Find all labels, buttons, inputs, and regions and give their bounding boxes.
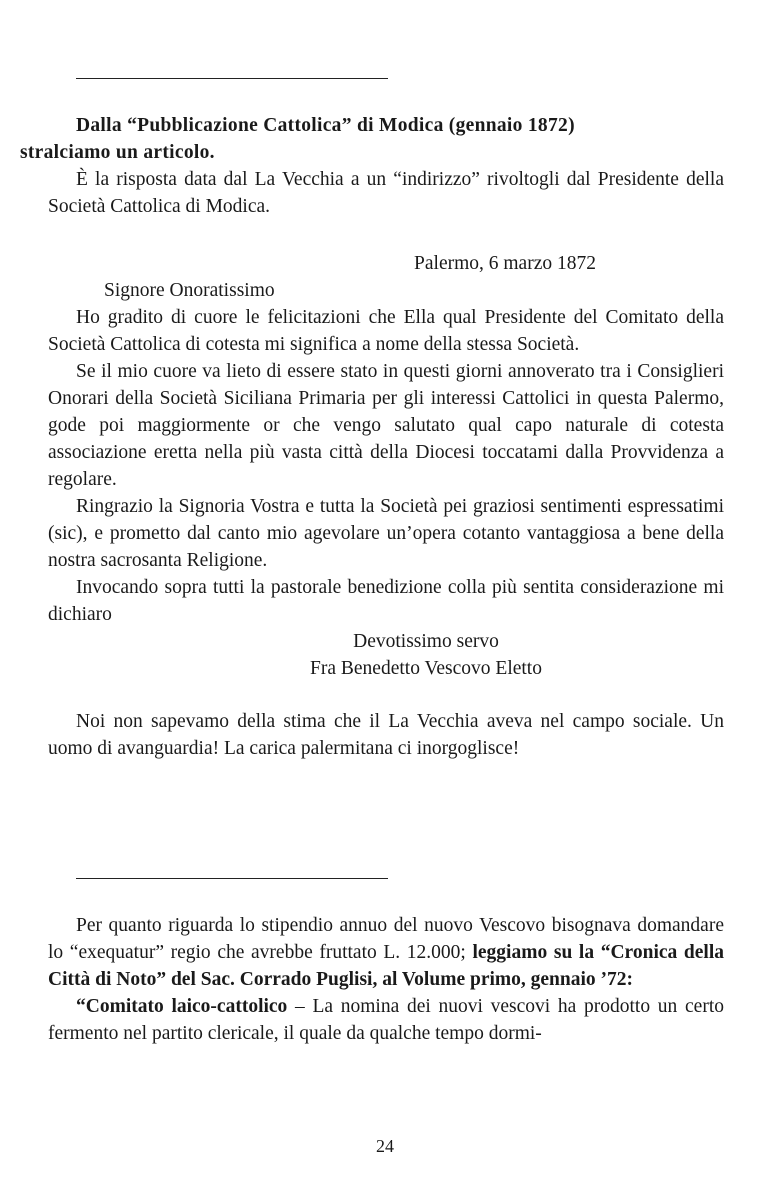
section2-paragraph-2-text: – La nomina dei nuovi vescovi ha prodotto un certo fermento nel partito clericale, il quale da qualche tempo dormi- [48, 996, 724, 1044]
letter-date: Palermo, 6 marzo 1872 [414, 253, 596, 274]
middle-divider [76, 878, 388, 879]
section2-paragraph-2-bold: “Comitato laico-cattolico [76, 996, 288, 1017]
letter-signature: Fra Benedetto Vescovo Eletto [310, 658, 542, 679]
letter-paragraph: Se il mio cuore va lieto di essere stato in questi giorni annoverato tra i Consiglieri Onorari della Società Siciliana Primaria per gli interessi Cattolici in questa Palermo, gode poi maggiormente or che vengo salutato qual capo naturale di cotesta associazione eretta nella più vasta città della Diocesi toccatami dalla Provvidenza a regolare. [48, 361, 724, 490]
section-heading [20, 112, 724, 166]
section2-paragraph-1-bold: leggiamo su la “Cronica della Città di Noto” del Sac. Corrado Puglisi, al Volume primo, gennaio ’72: [48, 942, 724, 990]
letter-paragraph: Ringrazio la Signoria Vostra e tutta la Società pei graziosi sentimenti espressatimi (sic), e prometto dal canto mio agevolare un’opera cotanto vantaggiosa a bene della nostra sacrosanta Religione. [48, 496, 724, 571]
section2-paragraph-1 [48, 912, 724, 993]
section2-paragraph-2 [48, 993, 724, 1047]
letter-paragraph: Ho gradito di cuore le felicitazioni che Ella qual Presidente del Comitato della Società Cattolica di cotesta mi significa a nome della stessa Società. [48, 307, 724, 355]
letter-paragraph: Invocando sopra tutti la pastorale benedizione colla più sentita considerazione mi dichiaro [48, 577, 724, 625]
article-section-2 [48, 912, 724, 1047]
author-comment: Noi non sapevamo della stima che il La Vecchia aveva nel campo sociale. Un uomo di avanguardia! La carica palermitana ci inorgoglisce! [48, 711, 724, 759]
top-divider [76, 78, 388, 79]
letter-salutation: Signore Onoratissimo [104, 280, 275, 301]
page-number: 24 [376, 1136, 394, 1156]
heading-line-1: Dalla “Pubblicazione Cattolica” di Modica (gennaio 1872) [76, 115, 575, 136]
article-section-1 [20, 112, 724, 762]
letter-closing: Devotissimo servo [353, 631, 499, 652]
section2-paragraph-1-text: Per quanto riguarda lo stipendio annuo del nuovo Vescovo bisognava domandare lo “exequatur” regio che avrebbe fruttato L. 12.000; [48, 915, 724, 963]
heading-line-2: stralciamo un articolo. [20, 142, 215, 163]
intro-paragraph: È la risposta data dal La Vecchia a un “indirizzo” rivoltogli dal Presidente della Società Cattolica di Modica. [48, 169, 724, 217]
